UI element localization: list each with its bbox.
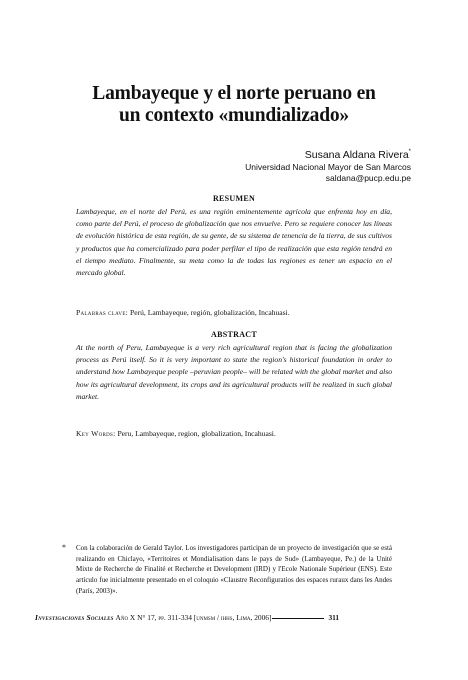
abstract-heading: ABSTRACT <box>211 330 257 339</box>
resumen-keywords-values: Perú, Lambayeque, región, globalización, Incahuasi. <box>130 308 290 317</box>
article-title <box>60 83 408 127</box>
page-footer <box>35 613 415 623</box>
author-affiliation: Universidad Nacional Mayor de San Marcos <box>245 162 411 172</box>
resumen-heading: RESUMEN <box>212 194 256 203</box>
author-name: Susana Aldana Rivera <box>304 149 409 161</box>
author-block <box>151 146 411 184</box>
page-number: 311 <box>328 613 340 622</box>
author-footnote-mark: * <box>408 149 411 155</box>
resumen-text: Lambayeque, en el norte del Perú, es una región eminentemente agrícola que enfrenta hoy en día, como parte del Perú, el proceso de globalización que nos envuelve. Pero se requiere conocer las líneas de evolución histórica de esta región, de su gente, de su sistema de tenencia de la tierra, de sus cultivos y productos que ha comercializado para poder perfilar el tipo de realización que esta región tendrá en el tiempo mediato. Finalmente, su meta como la de todas las regiones es tener un espacio en el mercado global. <box>76 207 392 278</box>
footnote-mark: * <box>62 543 66 552</box>
abstract-text: At the north of Peru, Lambayeque is a very rich agricultural region that is facing the globalization process as Perú itself. So it is very important to state the region's historical foundation in order to understand how Lambayeque people –peruvian people– will be related with the global market and also how its agricultural development, its crops and its agricultural products will be realized in such global market. <box>76 343 392 401</box>
resumen-keywords <box>76 307 392 318</box>
footer-rule <box>272 618 324 619</box>
abstract-keywords-label: Key Words: <box>76 429 116 438</box>
footer-citation: Año X N° 17, pp. 311-334 [unmsm / ihhs, Lima, 2006] <box>115 613 272 622</box>
abstract-keywords <box>76 428 392 439</box>
author-email: saldana@pucp.edu.pe <box>325 173 411 183</box>
title-line-2: un contexto «mundializado» <box>119 105 349 126</box>
abstract-keywords-values: Peru, Lambayeque, region, globalization, Incahuasi. <box>117 429 276 438</box>
footnote-text: Con la colaboración de Gerald Taylor. Los investigadores participan de un proyecto de investigación que se está realizando en Chiclayo, «Territoires et Mondialisation dans le pays de Sud» (Lambayeque, Pe.) de la Unité Mixte de Recherche de Finalité et Recherche et Development (IRD) y l'Ecole Nationale Supérieur (ENS). Este artículo fue inicialmente presentado en el coloquio «Claustre Reconfiguratios des espaces ruraux dans les Andes (París, 2003)». <box>76 544 392 595</box>
resumen-keywords-label: Palabras clave: <box>76 308 129 317</box>
title-line-1: Lambayeque y el norte peruano en <box>92 83 376 104</box>
author-name-line <box>151 146 411 162</box>
footer-journal: Investigaciones Sociales <box>35 613 114 622</box>
